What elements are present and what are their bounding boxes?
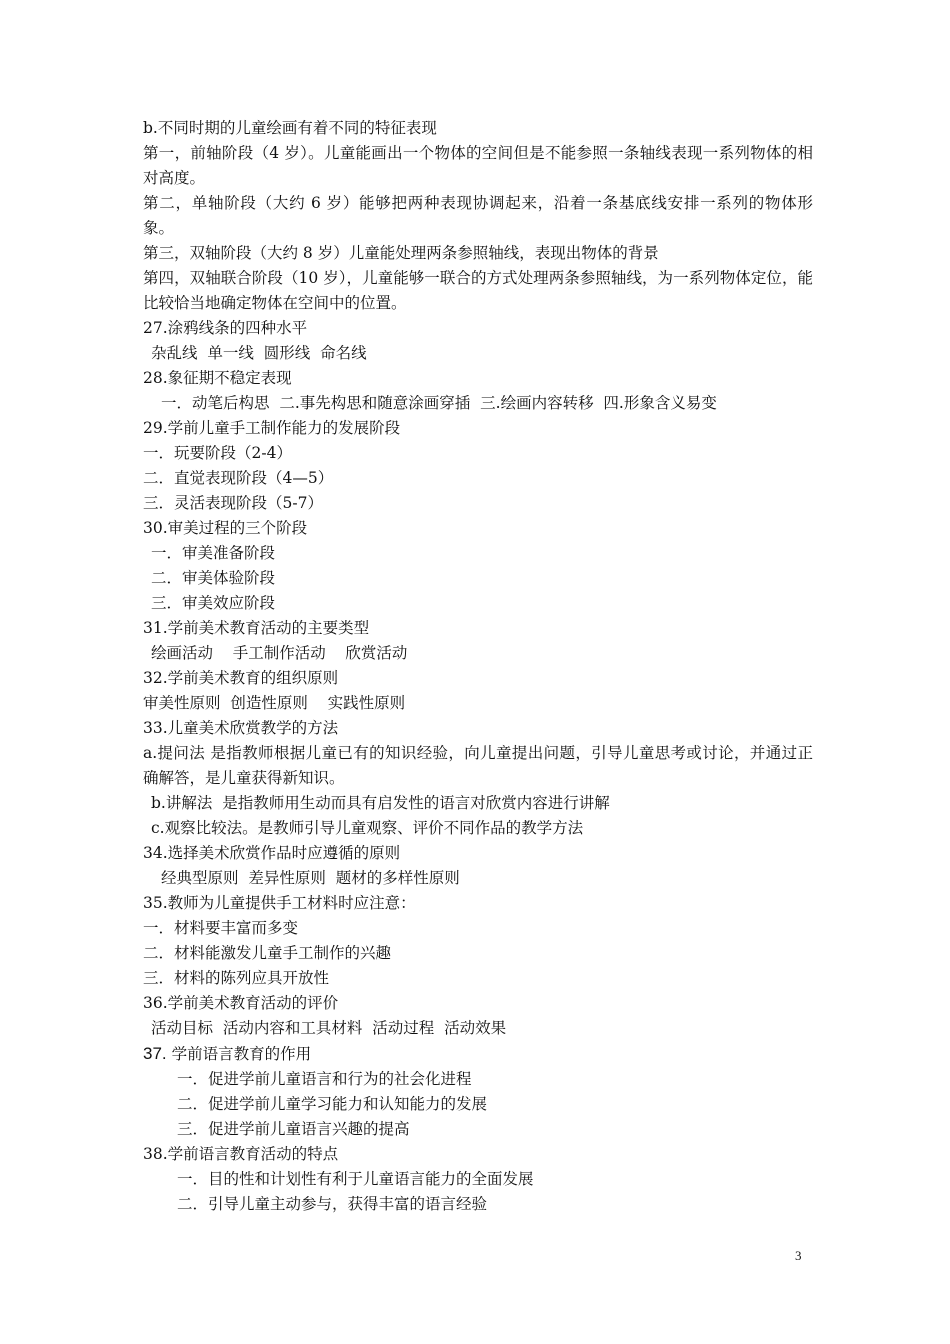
text-line: 35.教师为儿童提供手工材料时应注意： <box>143 894 416 912</box>
text-line: 34.选择美术欣赏作品时应遵循的原则 <box>143 844 401 862</box>
text-line: a.提问法 是指教师根据儿童已有的知识经验，向儿童提出问题，引导儿童思考或讨论，并通过正确解答，是儿童获得新知识。 <box>143 744 813 787</box>
text-line: 经典型原则 差异性原则 题材的多样性原则 <box>161 869 460 887</box>
text-line: 审美性原则 创造性原则 实践性原则 <box>143 694 406 712</box>
text-line: 三．审美效应阶段 <box>151 594 276 612</box>
text-line: 一．审美准备阶段 <box>151 544 276 562</box>
text-line: 绘画活动 手工制作活动 欣赏活动 <box>151 644 408 662</box>
text-line: 27.涂鸦线条的四种水平 <box>143 319 308 337</box>
document-body <box>143 116 813 1217</box>
text-line: 二．直觉表现阶段（4—5） <box>143 469 334 487</box>
text-line: 二．材料能激发儿童手工制作的兴趣 <box>143 944 392 962</box>
text-line: 32.学前美术教育的组织原则 <box>143 669 339 687</box>
text-line: 二．促进学前儿童学习能力和认知能力的发展 <box>177 1095 488 1113</box>
text-line: 30.审美过程的三个阶段 <box>143 519 308 537</box>
text-line: 33.儿童美术欣赏教学的方法 <box>143 719 339 737</box>
text-line: 36.学前美术教育活动的评价 <box>143 994 339 1012</box>
text-line: 一．玩要阶段（2-4） <box>143 444 292 462</box>
text-line: 第二，单轴阶段（大约 6 岁）能够把两种表现协调起来，沿着一条基底线安排一系列的物体形象。 <box>143 194 813 237</box>
text-line: 一．促进学前儿童语言和行为的社会化进程 <box>177 1070 472 1088</box>
text-line: 活动目标 活动内容和工具材料 活动过程 活动效果 <box>151 1019 507 1037</box>
text-line: 杂乱线 单一线 圆形线 命名线 <box>151 344 367 362</box>
text-line: 31.学前美术教育活动的主要类型 <box>143 619 370 637</box>
section-number: 37. <box>143 1044 167 1063</box>
text-line: 三．灵活表现阶段（5-7） <box>143 494 323 512</box>
section-title: 学前语言教育的作用 <box>166 1045 312 1063</box>
text-line: 28.象征期不稳定表现 <box>143 369 292 387</box>
page-number: 3 <box>795 1248 802 1263</box>
text-line: 三．材料的陈列应具开放性 <box>143 969 330 987</box>
text-line: 三．促进学前儿童语言兴趣的提高 <box>177 1120 410 1138</box>
text-line: c.观察比较法。是教师引导儿童观察、评价不同作品的教学方法 <box>151 819 584 837</box>
text-line: 第四，双轴联合阶段（10 岁），儿童能够一联合的方式处理两条参照轴线，为一系列物体定位，能比较恰当地确定物体在空间中的位置。 <box>143 269 813 312</box>
text-line: 一．目的性和计划性有利于儿童语言能力的全面发展 <box>177 1170 534 1188</box>
text-line: 29.学前儿童手工制作能力的发展阶段 <box>143 419 401 437</box>
text-line: b.讲解法 是指教师用生动而具有启发性的语言对欣赏内容进行讲解 <box>151 794 610 812</box>
text-line: 二．引导儿童主动参与，获得丰富的语言经验 <box>177 1195 488 1213</box>
text-line: 第三，双轴阶段（大约 8 岁）儿童能处理两条参照轴线，表现出物体的背景 <box>143 244 659 262</box>
text-line: b.不同时期的儿童绘画有着不同的特征表现 <box>143 119 437 137</box>
text-line: 38.学前语言教育活动的特点 <box>143 1145 339 1163</box>
text-line <box>143 1041 813 1067</box>
text-line: 一．材料要丰富而多变 <box>143 919 299 937</box>
text-line: 第一，前轴阶段（4 岁）。儿童能画出一个物体的空间但是不能参照一条轴线表现一系列物体的相对高度。 <box>143 144 813 187</box>
text-line: 一．动笔后构思 二.事先构思和随意涂画穿插 三.绘画内容转移 四.形象含义易变 <box>161 394 717 412</box>
text-line: 二．审美体验阶段 <box>151 569 276 587</box>
